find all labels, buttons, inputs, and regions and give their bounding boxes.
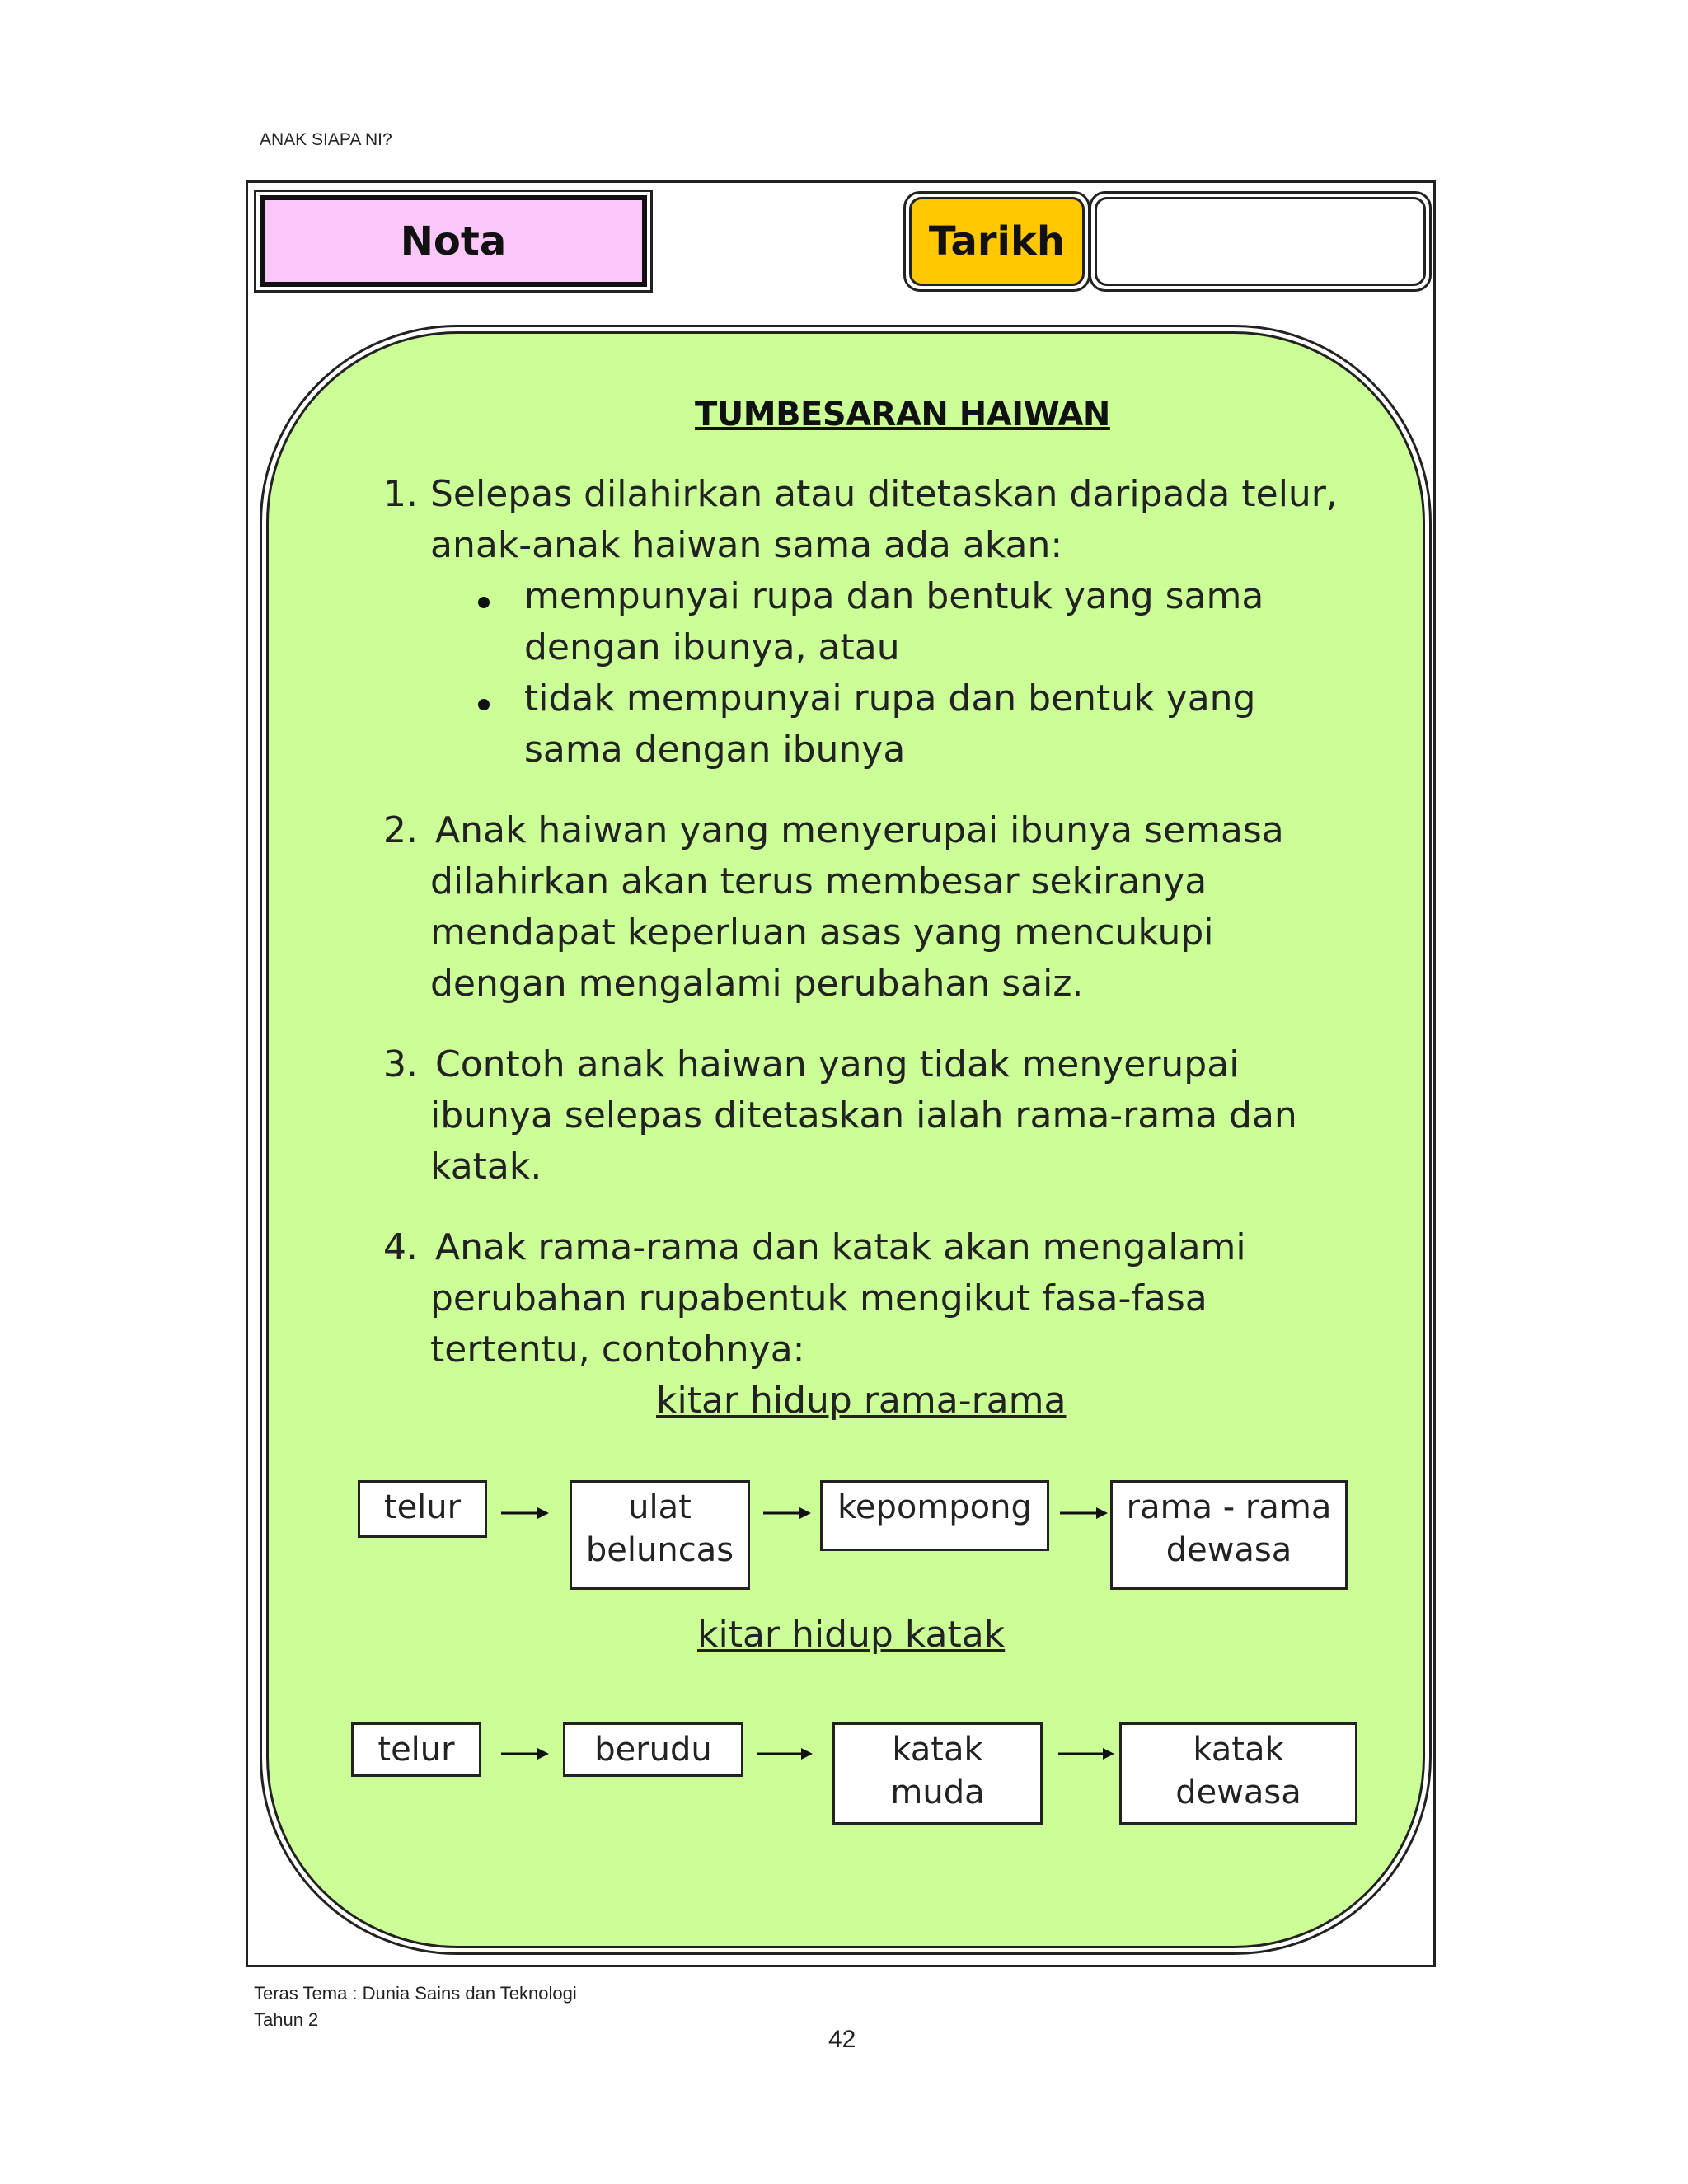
frog-cycle-title: kitar hidup katak (697, 1614, 1006, 1656)
bullet-2-line-1: tidak mempunyai rupa dan bentuk yang (524, 677, 1256, 719)
arrow-icon (1058, 1746, 1116, 1762)
frog-stage-muda-label-2: muda (890, 1774, 985, 1811)
notes-title: TUMBESARAN HAIWAN (695, 396, 1110, 434)
item-3-number: 3. (383, 1043, 418, 1085)
item-2-line-2: dilahirkan akan terus membesar sekiranya (430, 860, 1207, 902)
notes-panel-inner (266, 331, 1425, 1948)
arrow-icon (501, 1746, 551, 1762)
tarikh-label-box (903, 191, 1090, 292)
item-3-line-2: ibunya selepas ditetaskan ialah rama-rama dan (430, 1094, 1297, 1137)
item-4-line-2: perubahan rupabentuk mengikut fasa-fasa (430, 1277, 1207, 1319)
butterfly-stage-dewasa-label-2: dewasa (1165, 1531, 1292, 1569)
notes-panel (260, 325, 1432, 1955)
butterfly-stage-ulat-beluncas (570, 1480, 750, 1590)
butterfly-stage-ulat-label-1: ulat (628, 1488, 692, 1526)
page-header: ANAK SIAPA NI? (260, 130, 392, 149)
item-2-line-1: Anak haiwan yang menyerupai ibunya semasa (435, 809, 1284, 851)
footer-theme: Teras Tema : Dunia Sains dan Teknologi (254, 1983, 577, 2004)
butterfly-stage-dewasa-label-1: rama - rama (1126, 1488, 1332, 1526)
bullet-1-icon (478, 597, 490, 608)
item-2-number: 2. (383, 809, 418, 851)
item-2-line-3: mendapat keperluan asas yang mencukupi (430, 912, 1214, 954)
butterfly-stage-telur-label: telur (383, 1488, 462, 1526)
item-4-number: 4. (383, 1226, 418, 1268)
arrow-icon (763, 1505, 813, 1521)
frog-stage-berudu (563, 1722, 743, 1777)
butterfly-stage-dewasa (1110, 1480, 1348, 1590)
nota-label: Nota (260, 195, 647, 287)
butterfly-stage-ulat-label-2: beluncas (585, 1531, 734, 1569)
item-3-line-1: Contoh anak haiwan yang tidak menyerupai (435, 1043, 1240, 1085)
frog-stage-telur (351, 1722, 481, 1777)
item-3-line-3: katak. (430, 1146, 542, 1188)
bullet-1-line-2: dengan ibunya, atau (524, 626, 900, 668)
item-2-line-4: dengan mengalami perubahan saiz. (430, 963, 1084, 1005)
item-4-line-3: tertentu, contohnya: (430, 1329, 805, 1371)
butterfly-stage-telur (358, 1480, 487, 1538)
frog-stage-muda-label-1: katak (892, 1731, 983, 1769)
frog-stage-katak-dewasa (1119, 1722, 1357, 1825)
item-1-line-2: anak-anak haiwan sama ada akan: (430, 524, 1063, 566)
date-field-box (1089, 191, 1432, 292)
date-field[interactable] (1095, 197, 1426, 286)
butterfly-stage-kepompong (820, 1480, 1049, 1551)
frog-stage-dewasa-label-2: dewasa (1175, 1774, 1301, 1811)
frog-stage-berudu-label: berudu (594, 1731, 712, 1769)
frog-stage-katak-muda (832, 1722, 1043, 1825)
arrow-icon (501, 1505, 551, 1521)
page-number: 42 (828, 2026, 856, 2053)
bullet-1-line-1: mempunyai rupa dan bentuk yang sama (524, 575, 1264, 617)
butterfly-cycle-title: kitar hidup rama-rama (656, 1380, 1067, 1422)
bullet-2-icon (478, 699, 490, 710)
frog-stage-telur-label: telur (377, 1731, 455, 1769)
arrow-icon (757, 1746, 814, 1762)
arrow-icon (1060, 1505, 1109, 1521)
item-4-line-1: Anak rama-rama dan katak akan mengalami (435, 1226, 1246, 1268)
footer-year: Tahun 2 (254, 2009, 319, 2030)
tarikh-label: Tarikh (909, 197, 1085, 286)
frog-stage-dewasa-label-1: katak (1193, 1731, 1284, 1769)
butterfly-stage-kepompong-label: kepompong (837, 1488, 1032, 1526)
item-1-number: 1. (383, 473, 418, 515)
item-1-line-1: Selepas dilahirkan atau ditetaskan daripada telur, (430, 473, 1338, 515)
nota-label-box (254, 190, 653, 293)
bullet-2-line-2: sama dengan ibunya (524, 729, 906, 771)
